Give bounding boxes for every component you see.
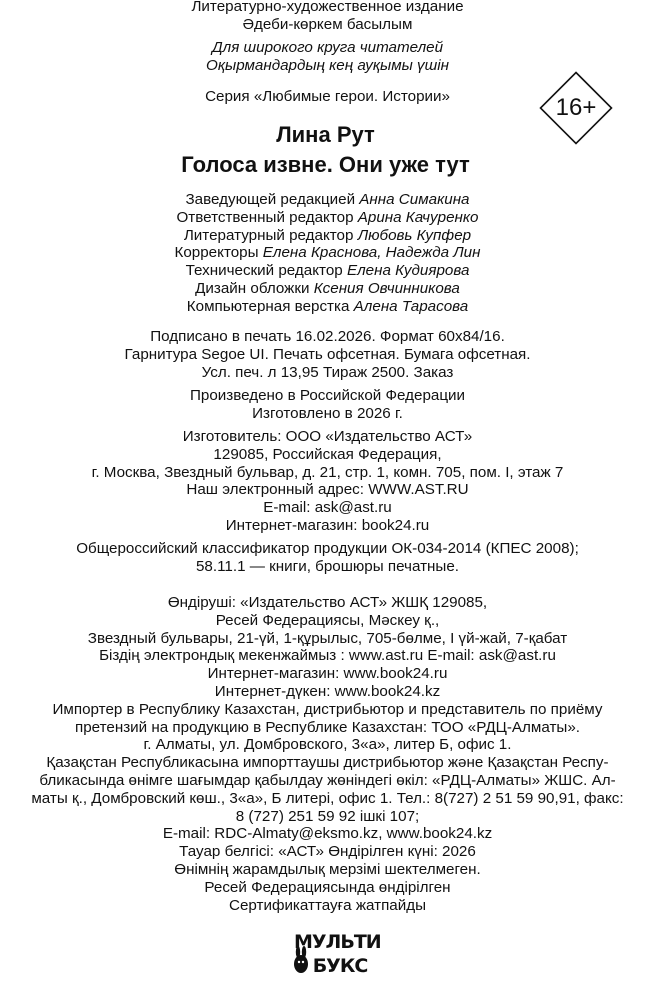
publisher-logo <box>290 930 381 978</box>
staff-line: Технический редактор Елена Кудиярова <box>185 262 470 280</box>
staff-line: Корректоры Елена Краснова, Надежда Лин <box>174 244 481 262</box>
classifier-block <box>0 540 655 576</box>
print-info-line: Подписано в печать 16.02.2026. Формат 60x84/16. <box>150 328 505 345</box>
kz-info-line: Интернет-магазин: www.book24.ru <box>207 665 448 683</box>
classifier-line: Общероссийский классификатор продукции ОК-034-2014 (КПЕС 2008); <box>76 540 579 557</box>
staff-line: Дизайн обложки Ксения Овчинникова <box>195 279 460 297</box>
kz-info-block <box>0 594 655 914</box>
print-info-line: Усл. печ. л 13,95 Тираж 2500. Заказ <box>201 363 454 381</box>
production-block <box>0 387 655 423</box>
manufacturer-line: 129085, Российская Федерация, <box>213 445 442 463</box>
kz-info-line: маты қ., Домбровский көш., 3«а», Б литері, офис 1. Тел.: 8(727) 2 51 59 90,91, факс: <box>31 789 624 807</box>
age-rating-text: 16+ <box>555 94 597 122</box>
kz-info-line: Біздің электрондық мекенжаймыз : www.ast.ru E-mail: ask@ast.ru <box>99 647 556 665</box>
manufacturer-line: г. Москва, Звездный бульвар, д. 21, стр. 1, комн. 705, пом. I, этаж 7 <box>91 463 564 481</box>
staff-line: Литературный редактор Любовь Купфер <box>183 226 472 244</box>
manufacturer-line: Наш электронный адрес: WWW.AST.RU <box>186 481 469 499</box>
kz-info-line: Звездный бульвары, 21-үй, 1-құрылыс, 705-бөлме, I үй-жай, 7-қабат <box>87 629 568 647</box>
book-title: Голоса извне. Они уже тут <box>181 152 470 177</box>
kz-info-line: Интернет-дүкен: www.book24.kz <box>214 682 441 700</box>
kz-info-line: Тауар белгісі: «АСТ» Өндірілген күні: 2026 <box>179 843 476 861</box>
logo-line-2: БУКС <box>312 955 368 977</box>
manufacturer-line: Интернет-магазин: book24.ru <box>225 516 430 534</box>
logo-line-1: МУЛЬТИ <box>294 931 381 953</box>
kz-info-line: Ресей Федерациясында өндірілген <box>204 878 451 896</box>
edition-type-kz: Әдеби-көркем басылым <box>242 15 413 33</box>
kz-info-line: Өнімнің жарамдылық мерзімі шектелмеген. <box>174 860 481 878</box>
audience-ru: Для широкого круга читателей <box>211 39 444 56</box>
kz-info-line: Импортер в Республику Казахстан, дистрибьютор и представитель по приёму <box>52 700 603 718</box>
edition-type-ru: Литературно-художественное издание <box>191 0 464 15</box>
kz-info-line: г. Алматы, ул. Домбровского, 3«а», литер Б, офис 1. <box>143 736 512 754</box>
kz-info-line: 8 (727) 251 59 92 ішкі 107; <box>235 807 420 825</box>
series-line: Серия «Любимые герои. Истории» <box>205 88 450 105</box>
kz-info-line: Қазақстан Республикасына импорттаушы дистрибьютор және Қазақстан Респу- <box>46 754 609 772</box>
staff-line: Ответственный редактор Арина Качуренко <box>176 208 479 226</box>
author-name: Лина Рут <box>276 122 375 147</box>
kz-info-line: E-mail: RDC-Almaty@eksmo.kz, www.book24.kz <box>162 825 493 843</box>
kz-info-line: претензий на продукцию в Республике Казахстан: ТОО «РДЦ-Алматы». <box>74 718 580 736</box>
manufacturer-line: E-mail: ask@ast.ru <box>263 499 392 517</box>
staff-list <box>0 191 655 316</box>
audience-block <box>0 39 655 75</box>
audience-kz: Оқырмандардың кең ауқымы үшін <box>206 56 449 74</box>
classifier-line: 58.11.1 — книги, брошюры печатные. <box>195 557 459 575</box>
production-line: Произведено в Российской Федерации <box>189 387 466 404</box>
kz-info-line: бликасында өнімге шағымдар қабылдау жөніндегі өкіл: «РДЦ-Алматы» ЖШС. Ал- <box>39 771 616 789</box>
kz-info-line: Сертификаттауға жатпайды <box>228 896 426 914</box>
kz-info-line: Өндіруші: «Издательство АСТ» ЖШҚ 129085, <box>167 594 488 611</box>
print-info-line: Гарнитура Segoe UI. Печать офсетная. Бумага офсетная. <box>124 345 531 363</box>
staff-line: Компьютерная верстка Алена Тарасова <box>186 297 469 315</box>
staff-line: Заведующей редакцией Анна Симакина <box>185 191 470 208</box>
edition-type-block <box>0 0 655 34</box>
manufacturer-block <box>0 428 655 535</box>
manufacturer-line: Изготовитель: ООО «Издательство АСТ» <box>182 428 473 445</box>
book-heading <box>0 120 653 180</box>
print-info-block <box>0 328 655 381</box>
production-line: Изготовлено в 2026 г. <box>252 404 403 422</box>
kz-info-line: Ресей Федерациясы, Мәскеу қ., <box>215 611 440 629</box>
